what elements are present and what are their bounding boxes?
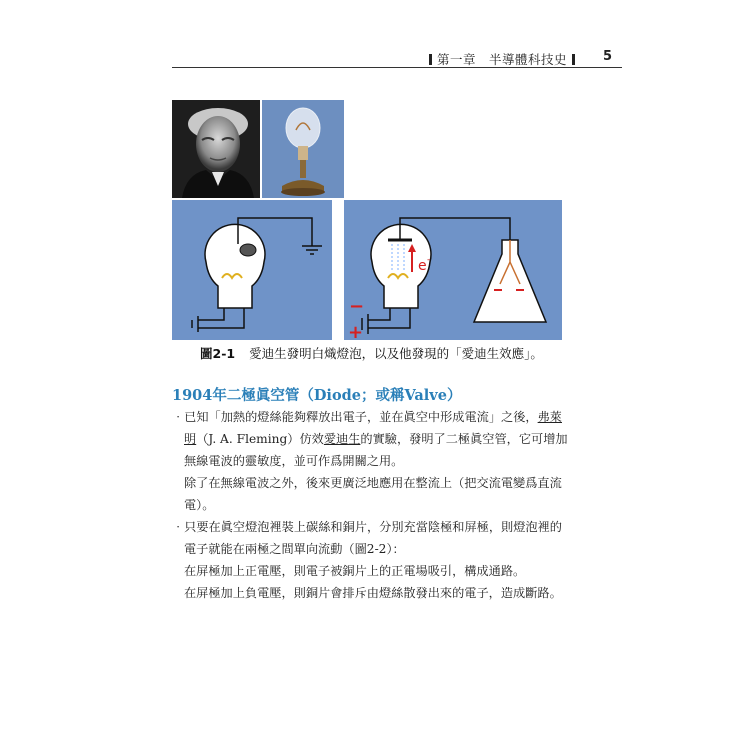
header-rule [172, 67, 622, 68]
paragraph-line: 電子就能在兩極之間單向流動（圖2-2）： [184, 542, 405, 556]
person-name-edison: 愛迪生 [323, 432, 361, 446]
paragraph-line: 在屏極加上正電壓，則電子被銅片上的正電場吸引，構成通路。 [184, 564, 526, 578]
person-name-fleming: 弗萊 [537, 410, 562, 424]
header-bar-right [572, 54, 575, 65]
paragraph-line: ‧只要在眞空燈泡裡裝上碳絲和銅片，分別充當陰極和屏極，則燈泡裡的 [172, 520, 562, 534]
paragraph-line: 除了在無線電波之外，後來更廣泛地應用在整流上（把交流電變爲直流 [184, 476, 562, 490]
paragraph-line: 電）。 [184, 498, 215, 512]
header-bar-left [429, 54, 432, 65]
edison-effect-diagram [172, 200, 562, 340]
figure-caption-text: 愛迪生發明白熾燈泡，以及他發現的「愛迪生效應」。 [249, 346, 543, 361]
paragraph-2 [172, 516, 572, 604]
figure-caption [200, 344, 543, 362]
edison-portrait-photo [172, 100, 260, 198]
paragraph-line: 無線電波的靈敏度，並可作爲開關之用。 [184, 454, 404, 468]
section-title: 1904年二極眞空管（Diode；或稱Valve） [172, 387, 462, 404]
paragraph-line: ‧已知「加熱的燈絲能夠釋放出電子，並在眞空中形成電流」之後，弗萊 [172, 410, 562, 424]
plus-sign: + [348, 322, 364, 340]
paragraph-line: 在屏極加上負電壓，則銅片會排斥由燈絲散發出來的電子，造成斷路。 [184, 586, 562, 600]
light-bulb-photo [262, 100, 344, 198]
paragraph-1 [172, 406, 572, 516]
electron-superscript: - [427, 255, 431, 265]
paragraph-line: 明（J. A. Fleming）仿效愛迪生的實驗，發明了二極眞空管，它可增加 [184, 432, 568, 446]
minus-sign: − [349, 296, 365, 317]
chapter-title-text: 第一章 半導體科技史 [436, 52, 567, 67]
page-number: 5 [602, 49, 612, 64]
page-header [172, 48, 622, 68]
electron-label: e [418, 258, 427, 274]
figure-number: 圖2-1 [200, 346, 236, 361]
chapter-title [424, 50, 580, 68]
